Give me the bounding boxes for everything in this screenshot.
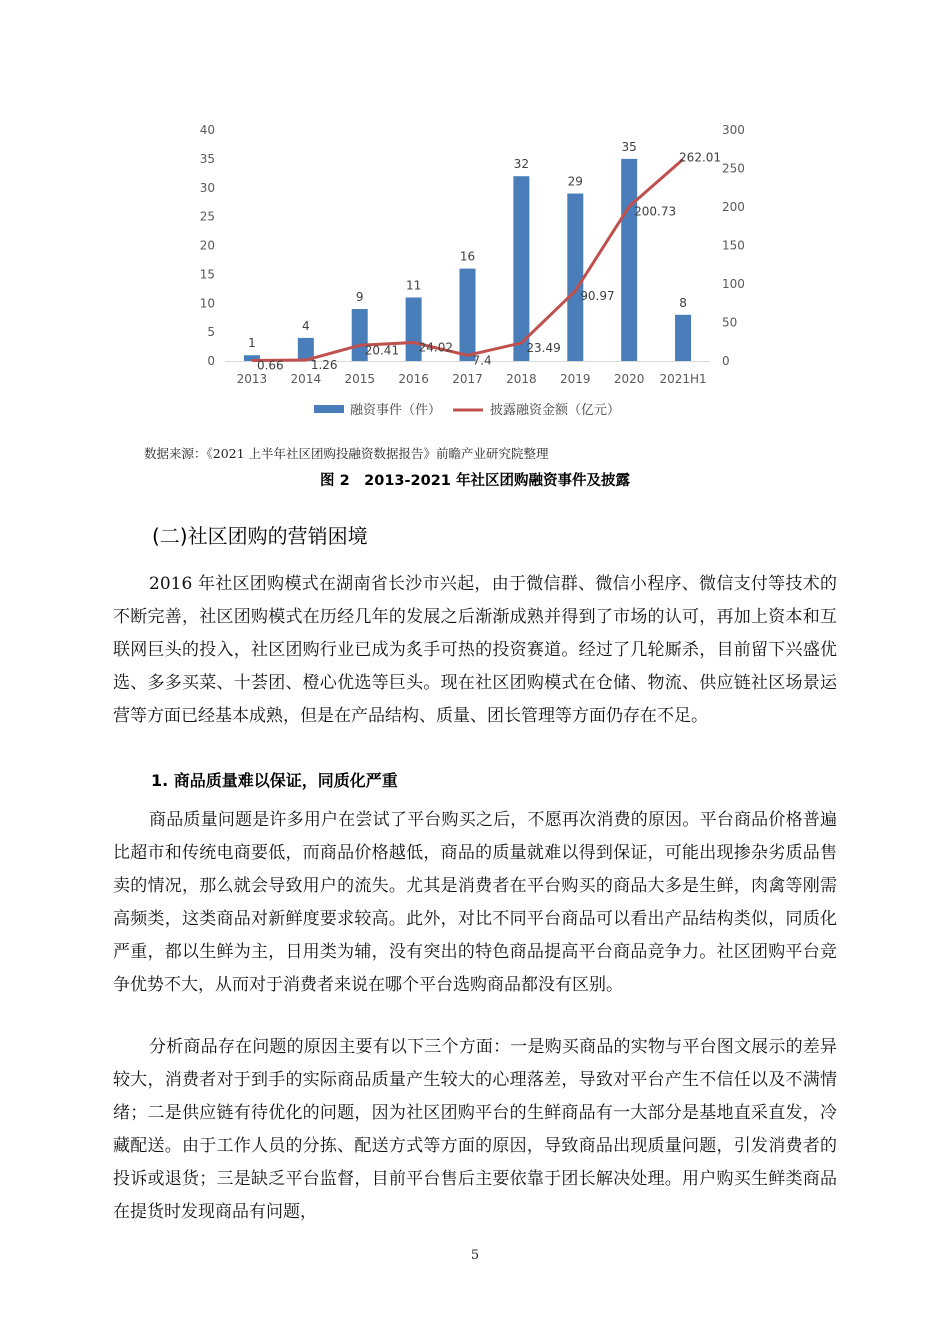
y-left-tick-label: 5 xyxy=(207,325,215,340)
bar-data-label: 9 xyxy=(355,290,364,305)
x-tick-label: 2015 xyxy=(344,372,375,386)
y-left-tick-label: 20 xyxy=(199,238,215,253)
line-data-label: 1.26 xyxy=(310,358,338,373)
y-right-tick-label: 100 xyxy=(722,277,745,291)
bar xyxy=(460,269,476,361)
line-data-label: 262.01 xyxy=(679,150,722,165)
x-tick-label: 2018 xyxy=(506,372,537,386)
y-left-tick-label: 0 xyxy=(207,354,215,368)
bar xyxy=(675,315,691,361)
paragraph-cause-analysis: 分析商品存在问题的原因主要有以下三个方面：一是购买商品的实物与平台图文展示的差异较大，消费者对于到手的实际商品质量产生较大的心理落差，导致对平台产生不信任以及不满情绪；二是供应链有待优化的问题，因为社区团购平台的生鲜商品有一大部分是基地直采直发，冷藏配送。由于工作人员的分拣、配送方式等方面的原因，导致商品出现质量问题，引发消费者的投诉或退货；三是缺乏平台监督，目前平台售后主要依靠于团长解决处理。用户购买生鲜类商品在提货时发现商品有问题， xyxy=(113,1037,837,1222)
legend-label: 融资事件（件） xyxy=(350,403,442,418)
x-tick-label: 2019 xyxy=(560,372,591,386)
bar-data-label: 35 xyxy=(621,139,637,154)
legend-swatch-bar xyxy=(314,405,344,413)
bar-data-label: 11 xyxy=(405,278,422,293)
y-right-tick-label: 150 xyxy=(722,238,745,253)
x-tick-label: 2021H1 xyxy=(659,372,707,386)
line-data-label: 7.4 xyxy=(472,353,492,368)
line-data-label: 23.49 xyxy=(526,340,561,355)
bar xyxy=(621,159,637,361)
y-left-tick-label: 15 xyxy=(199,267,215,282)
figure-source-note: 数据来源：《2021 上半年社区团购投融资数据报告》前瞻产业研究院整理 xyxy=(144,446,549,461)
x-tick-label: 2017 xyxy=(452,372,483,386)
bar-data-label: 29 xyxy=(567,174,583,189)
y-right-tick-label: 250 xyxy=(722,161,745,176)
legend-label: 披露融资金额（亿元） xyxy=(490,403,621,418)
y-right-tick-label: 300 xyxy=(722,123,745,137)
y-left-tick-label: 35 xyxy=(199,151,215,166)
funding-chart xyxy=(180,112,760,432)
x-tick-label: 2013 xyxy=(236,372,268,386)
paragraph-quality-issue: 商品质量问题是许多用户在尝试了平台购买之后，不愿再次消费的原因。平台商品价格普遍比超市和传统电商要低，而商品价格越低，商品的质量就难以得到保证，可能出现掺杂劣质品售卖的情况，那么就会导致用户的流失。尤其是消费者在平台购买的商品大多是生鲜，肉禽等刚需高频类，这类商品对新鲜度要求较高。此外，对比不同平台商品可以看出产品结构类似，同质化严重，都以生鲜为主，日用类为辅，没有突出的特色商品提高平台商品竞争力。社区团购平台竞争优势不大，从而对于消费者来说在哪个平台选购商品都没有区别。 xyxy=(113,810,837,995)
y-left-tick-label: 30 xyxy=(199,180,215,195)
y-right-tick-label: 0 xyxy=(722,354,730,368)
page-number: 5 xyxy=(470,1248,480,1263)
x-tick-label: 2016 xyxy=(398,372,429,386)
bar-data-label: 32 xyxy=(513,157,530,172)
bar-data-label: 1 xyxy=(248,336,256,351)
bar-data-label: 16 xyxy=(459,249,476,264)
subsection-heading: 1. 商品质量难以保证，同质化严重 xyxy=(151,771,398,790)
bar-data-label: 8 xyxy=(679,295,687,310)
line-data-label: 24.02 xyxy=(418,340,453,355)
section-heading: (二)社区团购的营销困境 xyxy=(152,524,368,548)
y-left-tick-label: 40 xyxy=(199,123,215,137)
y-right-tick-label: 200 xyxy=(722,200,745,214)
bar xyxy=(567,194,583,361)
line-data-label: 90.97 xyxy=(580,288,615,303)
bar-data-label: 4 xyxy=(302,318,310,333)
x-tick-label: 2014 xyxy=(290,372,322,386)
bar xyxy=(513,176,529,361)
paragraph-intro: 2016 年社区团购模式在湖南省长沙市兴起，由于微信群、微信小程序、微信支付等技术的不断完善，社区团购模式在历经几年的发展之后渐渐成熟并得到了市场的认可，再加上资本和互联网巨头的投入，社区团购行业已成为炙手可热的投资赛道。经过了几轮厮杀，目前留下兴盛优选、多多买菜、十荟团、橙心优选等巨头。现在社区团购模式在仓储、物流、供应链社区场景运营等方面已经基本成熟，但是在产品结构、质量、团长管理等方面仍存在不足。 xyxy=(113,574,837,726)
line-data-label: 200.73 xyxy=(634,204,677,219)
line-data-label: 20.41 xyxy=(364,343,400,358)
y-left-tick-label: 10 xyxy=(199,296,215,311)
figure-caption: 图 2 2013-2021 年社区团购融资事件及披露 xyxy=(320,473,630,489)
line-data-label: 0.66 xyxy=(256,358,284,373)
y-left-tick-label: 25 xyxy=(199,209,215,224)
x-tick-label: 2020 xyxy=(613,372,645,386)
y-right-tick-label: 50 xyxy=(722,315,738,330)
